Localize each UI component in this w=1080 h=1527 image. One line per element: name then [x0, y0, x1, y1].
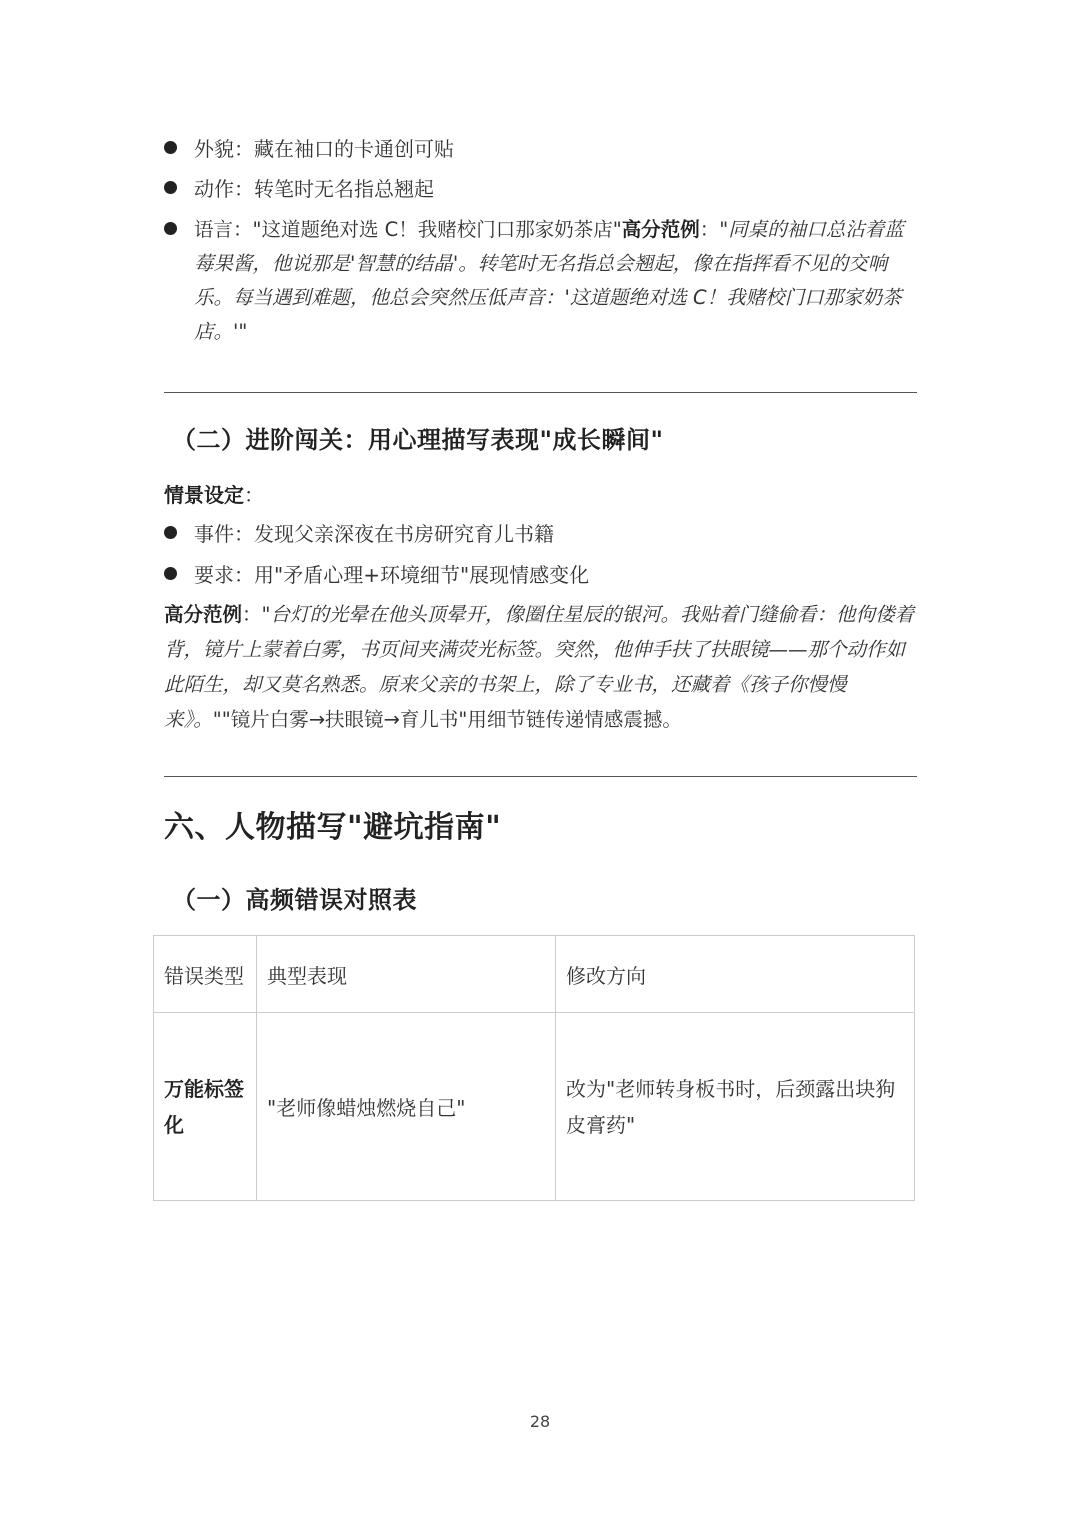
list-item [164, 213, 918, 349]
scene-setting-line [164, 478, 920, 513]
divider [164, 392, 917, 393]
example-note: "镜片白雾→扶眼镜→育儿书"用细节链传递情感震撼。 [221, 708, 682, 731]
label-separator: ： [699, 218, 720, 241]
list-item-text [194, 213, 918, 349]
list-item-text: 动作：转笔时无名指总翘起 [194, 177, 434, 201]
list-item [164, 172, 918, 206]
divider [164, 776, 917, 777]
scene-setting-label: 情景设定 [164, 483, 244, 507]
list-item-text: 要求：用"矛盾心理+环境细节"展现情感变化 [194, 563, 590, 587]
high-score-example: "台灯的光晕在他头顶晕开，像圈住星辰的银河。我贴着门缝偷看：他佝偻着背，镜片上蒙着白雾，书页间夹满荧光标签。突然，他伸手扶了扶眼镜——那个动作如此陌生，却又莫名熟悉。原来父亲的书架上，除了专业书，还藏着《孩子你慢慢来》。" [164, 603, 915, 731]
table-header-cell: 错误类型 [154, 936, 257, 1013]
bullet-icon [164, 181, 177, 194]
bullet-icon [164, 567, 177, 580]
bullet-icon [164, 222, 177, 235]
section-heading: （二）进阶闯关：用心理描写表现"成长瞬间" [172, 426, 664, 454]
label-separator: ： [244, 483, 264, 507]
table-cell-fix: 改为"老师转身板书时，后颈露出块狗皮膏药" [556, 1013, 915, 1201]
list-item-text: 外貌：藏在袖口的卡通创可贴 [194, 137, 454, 161]
list-item [164, 558, 918, 592]
subsection-heading: （一）高频错误对照表 [172, 886, 417, 914]
high-score-example: "同桌的袖口总沾着蓝莓果酱，他说那是'智慧的结晶'。转笔时无名指总会翘起，像在指挥看不见的交响乐。每当遇到难题，他总会突然压低声音：'这道题绝对选 C！我赌校门口那家奶茶店。'" [194, 218, 904, 343]
chapter-heading: 六、人物描写"避坑指南" [164, 810, 502, 845]
high-score-label: 高分范例 [621, 218, 700, 241]
error-table [153, 935, 915, 1201]
table-cell-type: 万能标签化 [154, 1013, 257, 1201]
high-score-paragraph [164, 597, 920, 737]
list-item [164, 517, 918, 551]
bullet-icon [164, 141, 177, 154]
label-separator: ： [242, 603, 262, 626]
page-number: 28 [529, 1412, 551, 1431]
table-header-cell: 典型表现 [257, 936, 556, 1013]
list-item-text: 事件：发现父亲深夜在书房研究育儿书籍 [194, 522, 554, 546]
bullet-icon [164, 526, 177, 539]
list-item [164, 132, 918, 166]
table-row [154, 1013, 915, 1201]
table-header-row [154, 936, 915, 1013]
language-quote: 语言："这道题绝对选 C！我赌校门口那家奶茶店" [194, 218, 622, 241]
high-score-label: 高分范例 [164, 603, 243, 626]
table-cell-example: "老师像蜡烛燃烧自己" [257, 1013, 556, 1201]
table-header-cell: 修改方向 [556, 936, 915, 1013]
